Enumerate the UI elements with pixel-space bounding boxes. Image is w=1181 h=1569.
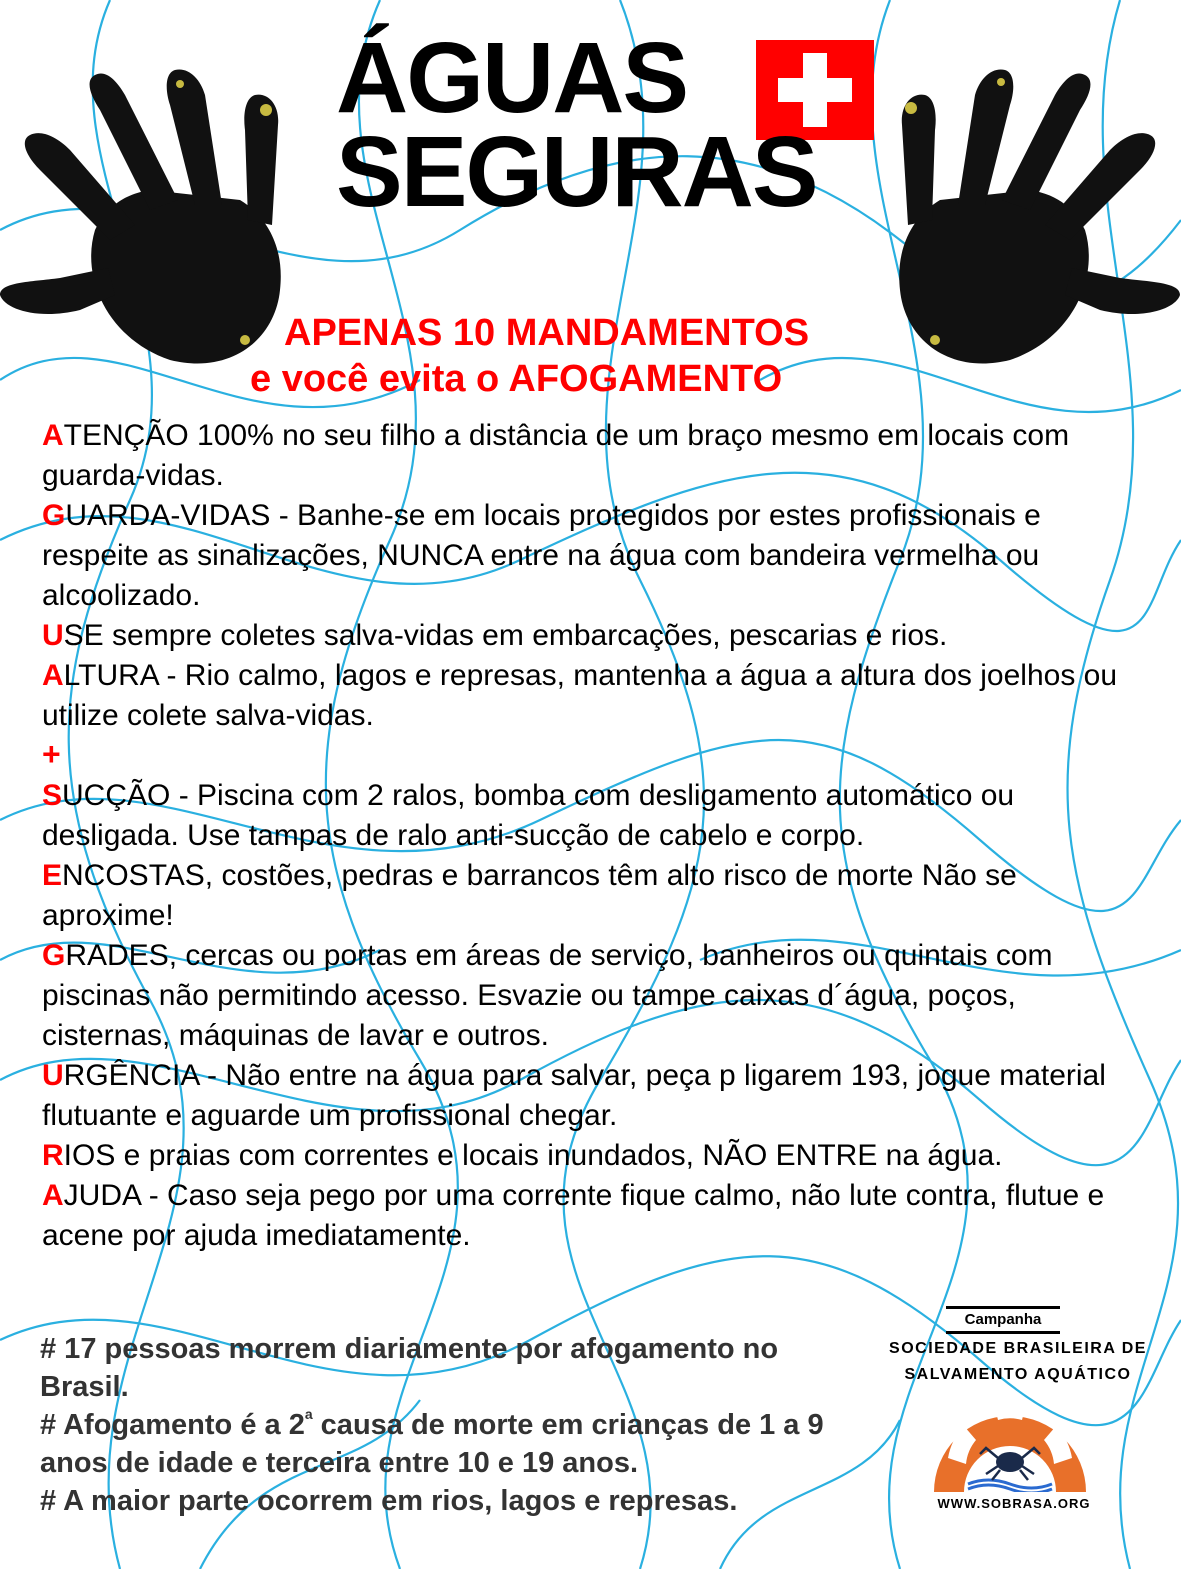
commandment-text: UARDA-VIDAS - Banhe-se em locais protegidos por estes profissionais e respeite as sinalizações, NUNCA entre na água com bandeira vermelha ou alcoolizado. <box>42 499 1041 612</box>
commandment-text: TENÇÃO 100% no seu filho a distância de um braço mesmo em locais com guarda-vidas. <box>42 419 1070 492</box>
commandment-initial: G <box>42 939 66 972</box>
commandment-item <box>42 856 1152 936</box>
commandments-list <box>42 416 1152 1256</box>
right-handprint-icon <box>845 30 1180 380</box>
commandment-item <box>42 616 1152 656</box>
fact-locations: # A maior parte ocorrem em rios, lagos e represas. <box>40 1485 738 1517</box>
lifebuoy-crab-logo-icon <box>928 1388 1092 1492</box>
commandment-initial: A <box>42 659 64 692</box>
commandment-item <box>42 496 1152 616</box>
fact-cause-of-death: # Afogamento é a 2$^a$ causa de morte em crianças de 1 a 9 anos de idade e terceira entre 10 e 19 anos. <box>40 1406 824 1479</box>
commandment-text: UCÇÃO - Piscina com 2 ralos, bomba com desligamento automático ou desligada. Use tampas de ralo anti-sucção de cabelo e corpo. <box>42 779 1015 852</box>
plus-icon: + <box>42 736 61 772</box>
commandment-initial: A <box>42 419 64 452</box>
commandment-initial: U <box>42 1059 64 1092</box>
commandment-text: JUDA - Caso seja pego por uma corrente fique calmo, não lute contra, flutue e acene por ajuda imediatamente. <box>42 1179 1105 1252</box>
page-title-line-1: ÁGUAS <box>336 22 688 134</box>
commandment-item <box>42 776 1152 856</box>
commandment-item <box>42 416 1152 496</box>
statistics-block <box>40 1330 870 1520</box>
commandment-text: LTURA - Rio calmo, lagos e represas, mantenha a água a altura dos joelhos ou utilize colete salva-vidas. <box>42 659 1118 732</box>
commandment-text: NCOSTAS, costões, pedras e barrancos têm alto risco de morte Não se aproxime! <box>42 859 1017 932</box>
campaign-label: Campanha <box>946 1306 1060 1334</box>
commandment-text: SE sempre coletes salva-vidas em embarcações, pescarias e rios. <box>63 619 948 652</box>
org-website-url: WWW.SOBRASA.ORG <box>937 1496 1091 1511</box>
commandment-item <box>42 1176 1152 1256</box>
commandment-initial: E <box>42 859 63 892</box>
commandment-text: RGÊNCIA - Não entre na água para salvar, peça p ligarem 193, jogue material flutuante e aguarde um profissional chegar. <box>42 1059 1106 1132</box>
fact-daily-deaths: # 17 pessoas morrem diariamente por afogamento no Brasil. <box>40 1333 779 1403</box>
org-name-line-1: SOCIEDADE BRASILEIRA DE <box>889 1340 1147 1357</box>
commandment-item <box>42 1056 1152 1136</box>
commandment-text: RADES, cercas ou portas em áreas de serviço, banheiros ou quintais com piscinas não permitindo acesso. Esvazie ou tampe caixas d´água, poços, cisternas, máquinas de lavar e outros. <box>42 939 1053 1052</box>
commandment-text: IOS e praias com correntes e locais inundados, NÃO ENTRE na água. <box>63 1139 1003 1172</box>
commandment-initial: R <box>42 1139 64 1172</box>
subtitle-line-2: e você evita o AFOGAMENTO <box>250 358 783 400</box>
commandment-item <box>42 1136 1152 1176</box>
commandment-item <box>42 936 1152 1056</box>
plus-separator <box>42 736 1152 776</box>
commandment-initial: U <box>42 619 64 652</box>
commandment-initial: S <box>42 779 63 812</box>
commandment-initial: A <box>42 1179 64 1212</box>
org-name-line-2: SALVAMENTO AQUÁTICO <box>904 1366 1132 1383</box>
commandment-item <box>42 656 1152 736</box>
commandment-initial: G <box>42 499 66 532</box>
left-handprint-icon <box>0 40 330 380</box>
page-title-line-2: SEGURAS <box>336 116 817 228</box>
subtitle-line-1: APENAS 10 MANDAMENTOS <box>284 312 810 354</box>
